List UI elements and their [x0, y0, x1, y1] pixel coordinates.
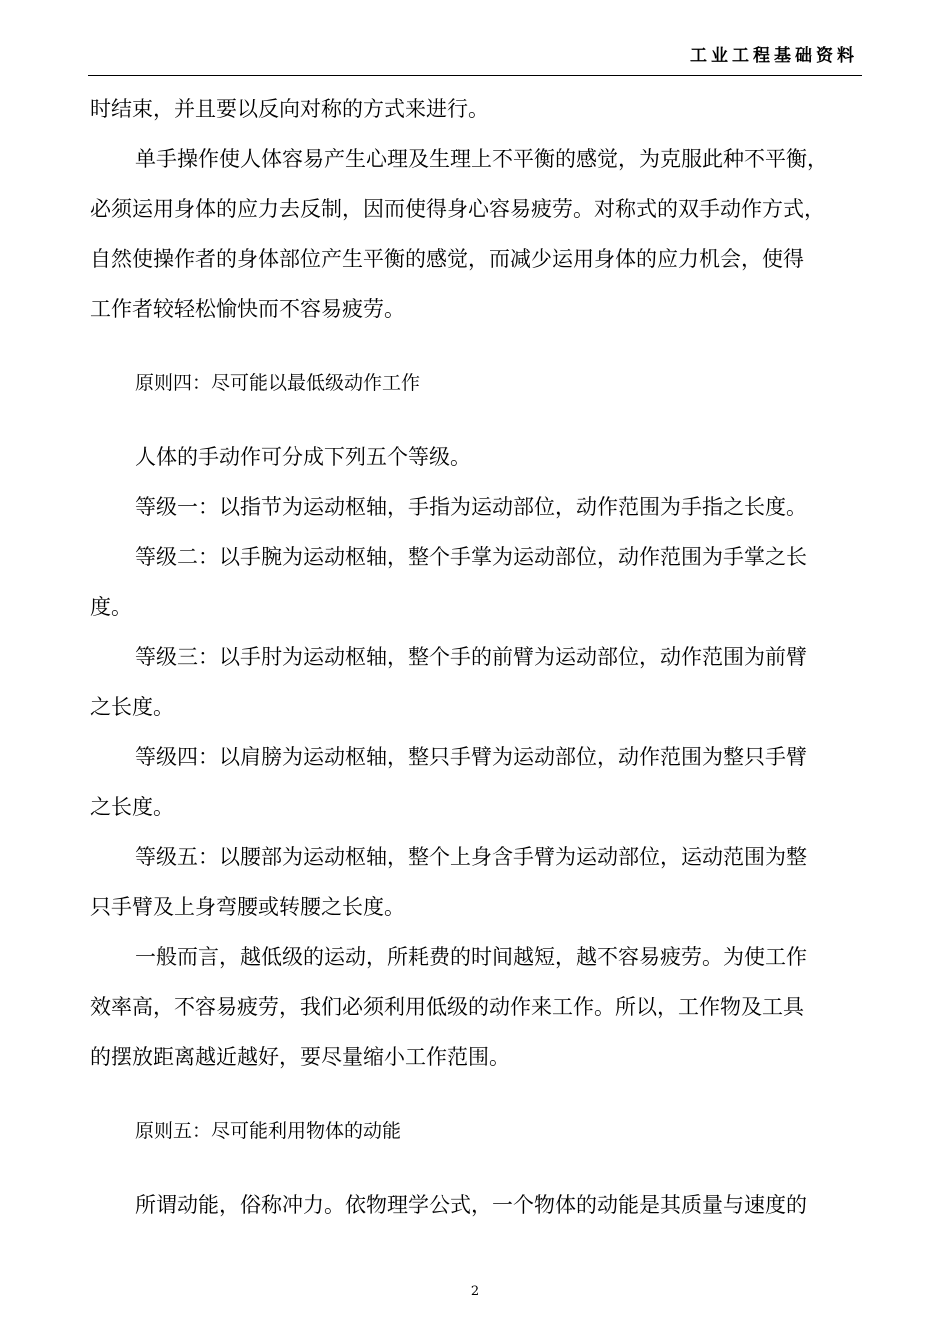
- paragraph-line: 一般而言，越低级的运动，所耗费的时间越短，越不容易疲劳。为使工作: [135, 945, 807, 969]
- paragraph-line: 等级一：以指节为运动枢轴，手指为运动部位，动作范围为手指之长度。: [135, 495, 807, 519]
- paragraph-line: 工作者较轻松愉快而不容易疲劳。: [90, 297, 405, 321]
- section-heading-principle-5: 原则五：尽可能利用物体的动能: [135, 1120, 402, 1142]
- section-spacer: [90, 334, 862, 358]
- paragraph-line: 等级二：以手腕为运动枢轴，整个手掌为运动部位，动作范围为手掌之长: [135, 545, 807, 569]
- section-spacer: [90, 1156, 862, 1180]
- running-header-title: 工业工程基础资料: [690, 46, 858, 66]
- section-spacer: [90, 1082, 862, 1106]
- section-heading-principle-4: 原则四：尽可能以最低级动作工作: [135, 372, 421, 394]
- paragraph-line: 人体的手动作可分成下列五个等级。: [135, 445, 471, 469]
- page-number: 2: [470, 1284, 480, 1299]
- paragraph-line: 度。: [90, 595, 132, 619]
- paragraph-line: 之长度。: [90, 795, 174, 819]
- paragraph-line: 之长度。: [90, 695, 174, 719]
- document-body: [90, 84, 862, 1230]
- paragraph-line: 效率高，不容易疲劳，我们必须利用低级的动作来工作。所以，工作物及工具: [90, 995, 804, 1019]
- paragraph-line: 单手操作使人体容易产生心理及生理上不平衡的感觉，为克服此种不平衡，: [135, 147, 828, 171]
- paragraph-line: 时结束，并且要以反向对称的方式来进行。: [90, 97, 489, 121]
- paragraph-line: 等级三：以手肘为运动枢轴，整个手的前臂为运动部位，动作范围为前臂: [135, 645, 807, 669]
- paragraph-line: 自然使操作者的身体部位产生平衡的感觉，而减少运用身体的应力机会，使得: [90, 247, 804, 271]
- paragraph-line: 所谓动能，俗称冲力。依物理学公式，一个物体的动能是其质量与速度的: [135, 1193, 807, 1217]
- paragraph-line: 的摆放距离越近越好，要尽量缩小工作范围。: [90, 1045, 510, 1069]
- paragraph-line: 只手臂及上身弯腰或转腰之长度。: [90, 895, 405, 919]
- section-spacer: [90, 408, 862, 432]
- paragraph-line: 必须运用身体的应力去反制，因而使得身心容易疲劳。对称式的双手动作方式，: [90, 197, 825, 221]
- paragraph-line: 等级四：以肩膀为运动枢轴，整只手臂为运动部位，动作范围为整只手臂: [135, 745, 807, 769]
- header-divider: [88, 75, 862, 76]
- paragraph-line: 等级五：以腰部为运动枢轴，整个上身含手臂为运动部位，运动范围为整: [135, 845, 807, 869]
